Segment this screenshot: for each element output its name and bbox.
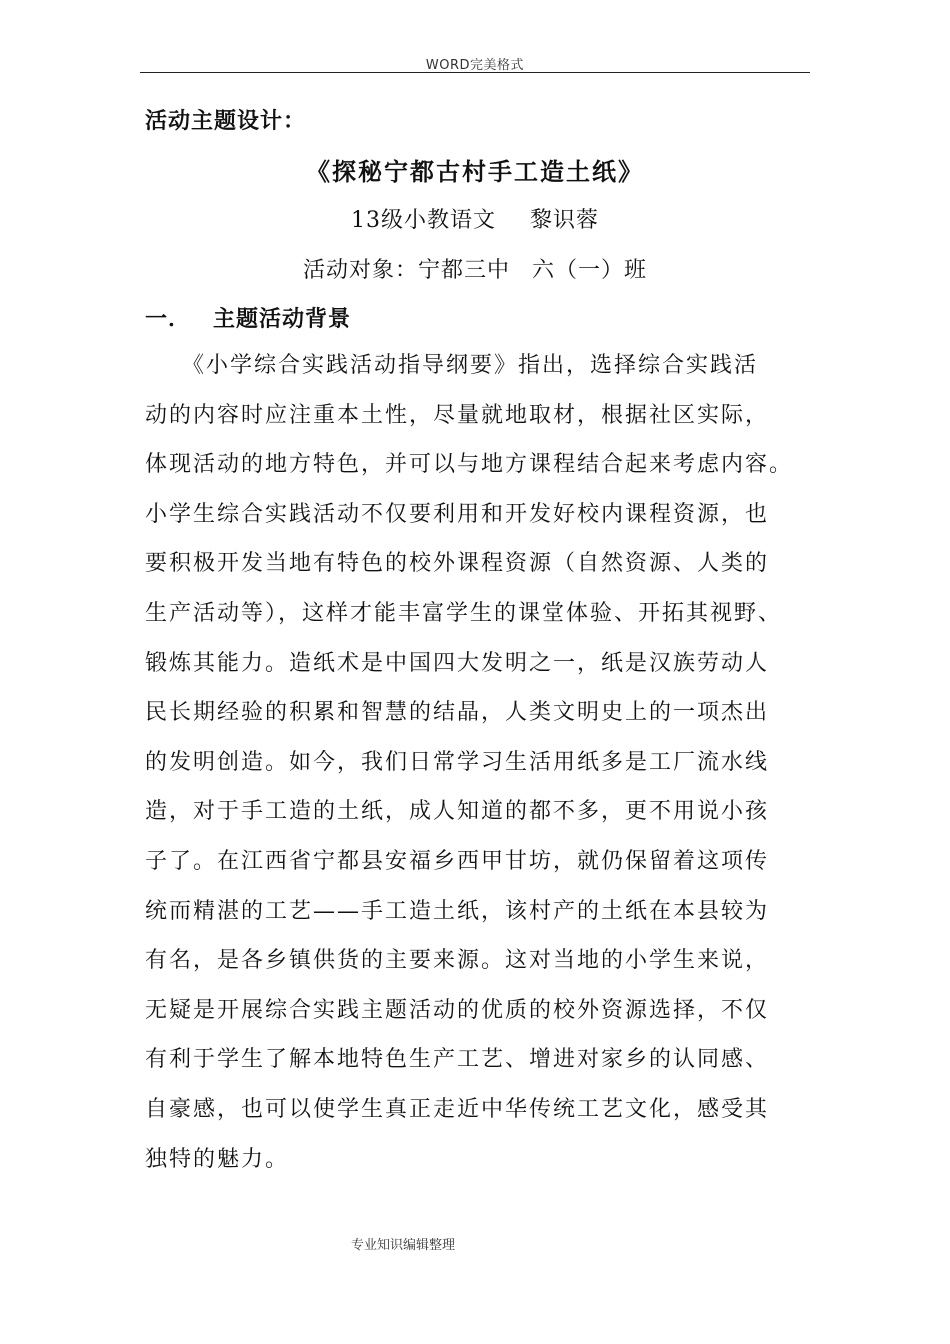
body-line: 统而精湛的工艺——手工造土纸，该村产的土纸在本县较为: [145, 898, 770, 924]
page-header: WORD完美格式: [425, 58, 525, 73]
page-footer: 专业知识编辑整理: [350, 1238, 455, 1253]
body-line: 的发明创造。如今，我们日常学习生活用纸多是工厂流水线: [145, 749, 770, 775]
audience-class: 六（一）班: [532, 258, 648, 283]
author-name: 黎识蓉: [529, 208, 599, 233]
activity-design-label: 活动主题设计：: [145, 108, 307, 134]
audience-line: [0, 253, 950, 284]
document-title: 《探秘宁都古村手工造土纸》: [306, 157, 644, 186]
section-number: 一．: [145, 306, 192, 332]
body-line: 无疑是开展综合实践主题活动的优质的校外资源选择，不仅: [145, 997, 770, 1023]
body-line: 动的内容时应注重本土性，尽量就地取材，根据社区实际，: [145, 402, 770, 428]
body-line: 有名，是各乡镇供货的主要来源。这对当地的小学生来说，: [145, 948, 770, 974]
body-line: 独特的魅力。: [145, 1146, 290, 1172]
body-line: 民长期经验的积累和智慧的结晶，人类文明史上的一项杰出: [145, 700, 770, 726]
body-line: 锻炼其能力。造纸术是中国四大发明之一，纸是汉族劳动人: [145, 650, 770, 676]
body-line: 有利于学生了解本地特色生产工艺、增进对家乡的认同感、: [145, 1047, 770, 1073]
body-line: 生产活动等），这样才能丰富学生的课堂体验、开拓其视野、: [145, 600, 783, 626]
body-line: 自豪感，也可以使学生真正走近中华传统工艺文化，感受其: [145, 1096, 770, 1122]
author-line: [0, 203, 950, 234]
audience-school: 活动对象：宁都三中: [302, 258, 510, 283]
body-line: 小学生综合实践活动不仅要利用和开发好校内课程资源，也: [145, 501, 770, 527]
body-line: 《小学综合实践活动指导纲要》指出，选择综合实践活: [145, 353, 759, 378]
body-line: 要积极开发当地有特色的校外课程资源（自然资源、人类的: [145, 551, 770, 577]
body-line: 体现活动的地方特色，并可以与地方课程结合起来考虑内容。: [145, 452, 794, 478]
author-course: 13级小教语文: [350, 208, 496, 233]
body-line: 造，对于手工造的土纸，成人知道的都不多，更不用说小孩: [145, 799, 770, 825]
body-paragraph: [145, 348, 835, 1191]
section-heading-text: 主题活动背景: [213, 306, 352, 332]
header-divider: [140, 72, 810, 73]
section-heading: [145, 302, 351, 333]
body-line: 子了。在江西省宁都县安福乡西甲甘坊，就仍保留着这项传: [145, 848, 770, 874]
